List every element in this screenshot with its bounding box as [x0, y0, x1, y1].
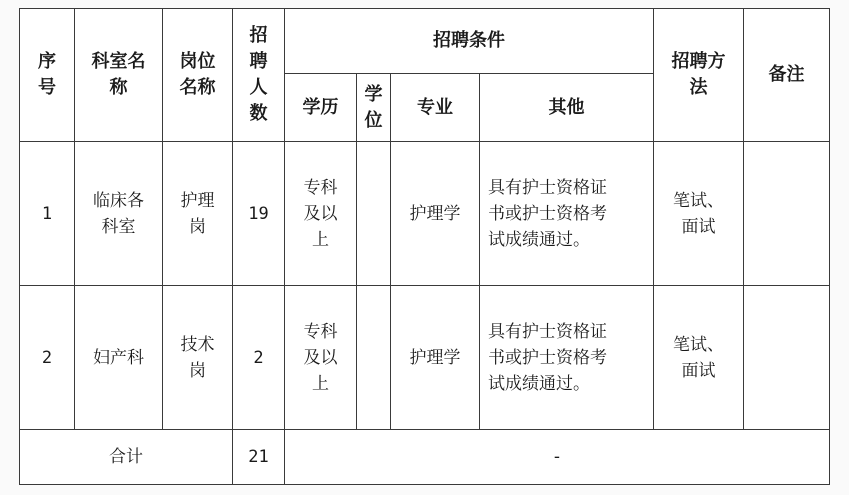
- header-row-1: [20, 9, 830, 74]
- header-seq: 序 号: [20, 9, 75, 142]
- row-seq: 2: [20, 286, 75, 430]
- row-method: 笔试、 面试: [654, 142, 744, 286]
- row-count: 2: [233, 286, 285, 430]
- header-other: 其他: [480, 74, 654, 142]
- row-method: 笔试、 面试: [654, 286, 744, 430]
- header-conditions: 招聘条件: [285, 9, 654, 74]
- row-count: 19: [233, 142, 285, 286]
- row-dept: 妇产科: [75, 286, 163, 430]
- row-seq: 1: [20, 142, 75, 286]
- table-row: [20, 142, 830, 286]
- total-rest: -: [285, 430, 830, 485]
- header-post: 岗位 名称: [163, 9, 233, 142]
- row-major: 护理学: [391, 142, 480, 286]
- header-method: 招聘方 法: [654, 9, 744, 142]
- header-dept: 科室名 称: [75, 9, 163, 142]
- row-education: 专科 及以 上: [285, 286, 357, 430]
- row-remark: [744, 286, 830, 430]
- row-remark: [744, 142, 830, 286]
- row-other: 具有护士资格证 书或护士资格考 试成绩通过。: [480, 142, 654, 286]
- total-row: [20, 430, 830, 485]
- row-major: 护理学: [391, 286, 480, 430]
- row-degree: [357, 142, 391, 286]
- header-major: 专业: [391, 74, 480, 142]
- header-education: 学历: [285, 74, 357, 142]
- total-count: 21: [233, 430, 285, 485]
- recruitment-table: [19, 8, 830, 485]
- row-other: 具有护士资格证 书或护士资格考 试成绩通过。: [480, 286, 654, 430]
- header-remark: 备注: [744, 9, 830, 142]
- header-count: 招 聘 人 数: [233, 9, 285, 142]
- row-degree: [357, 286, 391, 430]
- header-degree: 学 位: [357, 74, 391, 142]
- row-post: 技术 岗: [163, 286, 233, 430]
- row-dept: 临床各 科室: [75, 142, 163, 286]
- table-row: [20, 286, 830, 430]
- total-label: 合计: [20, 430, 233, 485]
- row-education: 专科 及以 上: [285, 142, 357, 286]
- row-post: 护理 岗: [163, 142, 233, 286]
